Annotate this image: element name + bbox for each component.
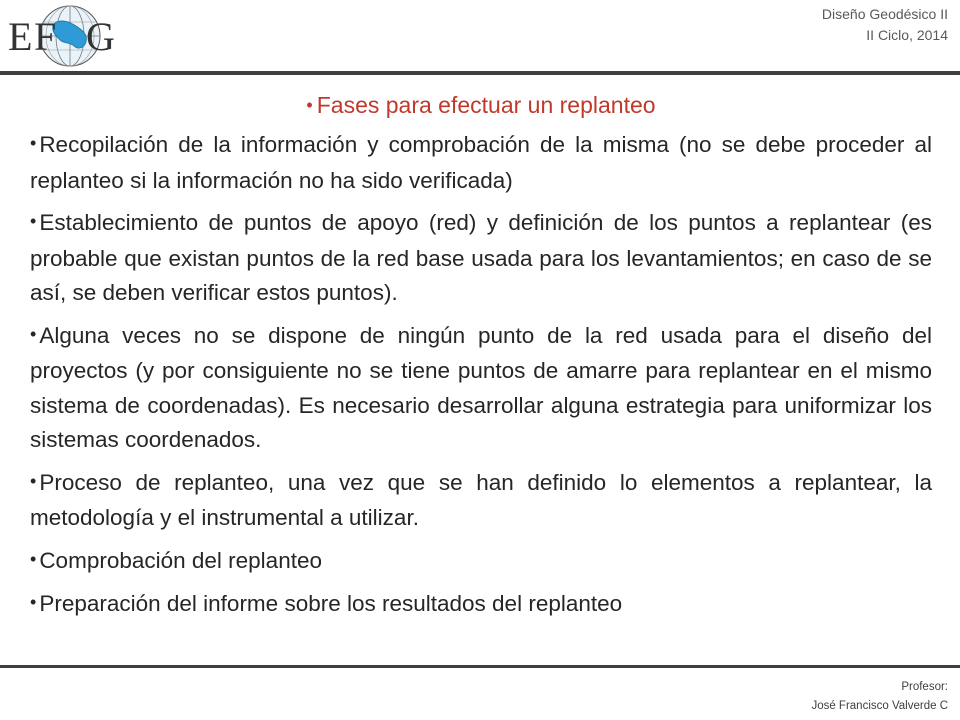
list-item-text: Comprobación del replanteo [39,547,322,573]
efg-logo [4,0,122,72]
bullet-icon: • [30,592,37,612]
list-item [30,206,932,311]
list-item [30,544,932,580]
footer-label: Profesor: [901,681,948,693]
globe-logo-icon [4,0,122,72]
bullet-icon: • [306,95,313,115]
list-item [30,466,932,536]
svg-text:F: F [34,14,57,59]
bullet-icon: • [30,133,37,153]
list-item [30,128,932,198]
bullet-list [30,128,932,623]
footer-divider [0,665,960,668]
list-item [30,319,932,458]
list-item-text: Establecimiento de puntos de apoyo (red) y definición de los puntos a replantear (es probable que existan puntos de la red base usada para los levantamientos; en caso de se así, se deben verificar estos puntos). [30,210,932,305]
bullet-icon: • [30,548,37,569]
professor-name: José Francisco Valverde C [811,700,948,712]
bullet-icon: • [30,470,37,491]
list-item-text: Recopilación de la información y comprobación de la misma (no se debe proceder al replanteo si la información no ha sido verificada) [30,132,932,193]
course-term: II Ciclo, 2014 [866,27,948,43]
bullet-icon: • [30,211,37,231]
course-info [822,4,948,46]
bullet-icon: • [30,323,37,344]
list-item [30,587,932,623]
svg-text:G: G [86,14,115,59]
header-divider [0,71,960,75]
slide-content [30,90,932,631]
slide-title-text: Fases para efectuar un replanteo [316,92,656,118]
list-item-text: Alguna veces no se dispone de ningún punto de la red usada para el diseño del proyectos (y por consiguiente no se tiene puntos de amarre para replantear en el mismo sistema de coordenadas). Es necesario desarrollar alguna estrategia para uniformizar los sistemas coordenados. [30,322,932,452]
list-item-text: Preparación del informe sobre los resultados del replanteo [39,591,623,616]
svg-text:E: E [8,14,33,59]
slide-title [30,90,932,122]
list-item-text: Proceso de replanteo, una vez que se han definido lo elementos a replantear, la metodología y el instrumental a utilizar. [30,469,932,530]
course-name: Diseño Geodésico II [821,6,948,22]
footer [811,678,948,716]
